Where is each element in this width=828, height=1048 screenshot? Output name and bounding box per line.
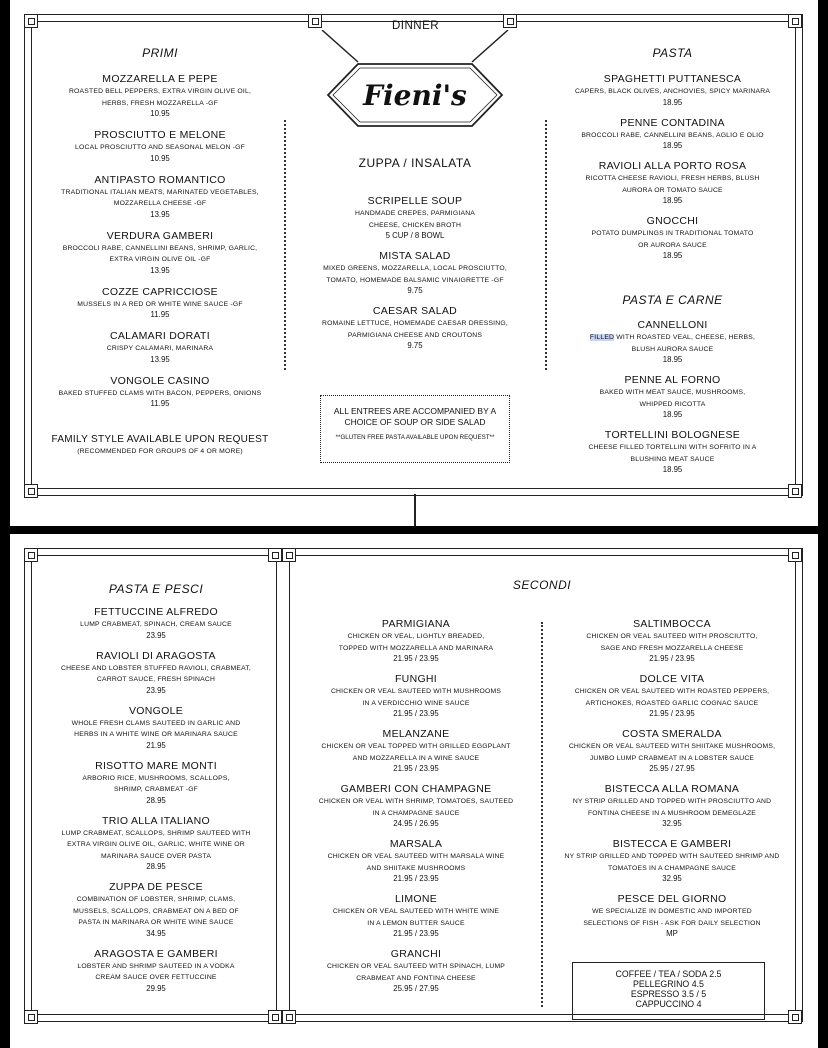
- column-divider: [541, 622, 543, 1007]
- menu-item: [50, 286, 270, 320]
- corner-ornament: [268, 548, 282, 562]
- menu-item: [42, 760, 270, 805]
- item-price: 18.95: [662, 97, 683, 107]
- menu-item: [560, 319, 785, 364]
- description-text: EXTRA VIRGIN OLIVE OIL -GF: [109, 256, 211, 263]
- item-name: GNOCCHI: [646, 215, 699, 227]
- description-text: CHICKEN OR VEAL WITH SHRIMP, TOMATOES, SAUTEED: [318, 798, 514, 805]
- description-text: CHICKEN OR VEAL SAUTEED WITH SHIITAKE MUSHROOMS,: [568, 743, 776, 750]
- description-text: TOMATO, HOMEMADE BALSAMIC VINAIGRETTE -GF: [326, 276, 504, 284]
- pasta-column: [560, 73, 785, 270]
- item-description: [560, 228, 785, 240]
- description-text: CHICKEN OR VEAL SAUTEED WITH MARSALA WINE: [327, 853, 505, 860]
- item-price: 5 CUP / 8 BOWL: [385, 231, 445, 240]
- menu-page-pesci-secondi: [10, 534, 818, 1048]
- item-price: 18.95: [662, 410, 683, 419]
- item-description: [42, 839, 270, 851]
- description-text: BLUSHING MEAT SAUCE: [630, 455, 715, 463]
- menu-item: [552, 838, 792, 883]
- item-description: [560, 442, 785, 454]
- item-description: [560, 173, 785, 185]
- item-name: CAESAR SALAD: [372, 305, 458, 317]
- description-text: POTATO DUMPLINGS IN TRADITIONAL TOMATO: [591, 230, 754, 237]
- description-text: CHICKEN OR VEAL SAUTEED WITH ROASTED PEPPERS,: [574, 688, 770, 695]
- family-style-note: [50, 433, 270, 458]
- description-text: BROCCOLI RABE, CANNELLINI BEANS, AGLIO E OLIO: [581, 131, 764, 139]
- item-description: [310, 263, 520, 275]
- item-name: MOZZARELLA E PEPE: [102, 73, 218, 85]
- description-text: MUSSELS, SCALLOPS, CRABMEAT ON A BED OF: [73, 907, 239, 915]
- description-text: IN A CHAMPAGNE SAUCE: [372, 809, 460, 817]
- description-text: RICOTTA CHEESE RAVIOLI, FRESH HERBS, BLUSH: [585, 175, 760, 182]
- item-description: [42, 663, 270, 675]
- menu-item: [560, 429, 785, 474]
- description-text: AND SHIITAKE MUSHROOMS: [366, 864, 466, 872]
- item-description: [300, 643, 532, 655]
- item-price: 18.95: [662, 196, 683, 205]
- item-price: 10.95: [150, 153, 170, 163]
- item-description: [552, 863, 792, 875]
- corner-ornament: [788, 484, 802, 498]
- description-text: CRISPY CALAMARI, MARINARA: [106, 345, 214, 352]
- beverage-line: CAPPUCCINO 4: [635, 999, 702, 1009]
- item-name: CALAMARI DORATI: [110, 330, 210, 342]
- item-description: [42, 972, 270, 984]
- item-name: PARMIGIANA: [381, 618, 451, 630]
- item-name: DOLCE VITA: [639, 673, 705, 685]
- section-title-primi: PRIMI: [142, 46, 178, 60]
- menu-item: [310, 305, 520, 350]
- item-name: MELANZANE: [382, 728, 450, 740]
- secondi-right-column: [552, 618, 792, 948]
- item-description: [560, 454, 785, 466]
- item-description: [560, 399, 785, 411]
- description-text: HERBS IN A WHITE WINE OR MARINARA SAUCE: [74, 731, 238, 738]
- item-description: [42, 773, 270, 785]
- menu-item: [560, 73, 785, 107]
- item-description: [42, 674, 270, 686]
- item-price: 32.95: [662, 819, 682, 828]
- description-text: IN A VERDICCHIO WINE SAUCE: [362, 699, 470, 707]
- item-description: [50, 254, 270, 266]
- item-price: 21.95 / 23.95: [649, 654, 695, 663]
- item-description: [42, 894, 270, 906]
- item-description: [552, 796, 792, 808]
- item-description: [552, 643, 792, 655]
- item-description: [552, 753, 792, 765]
- item-price: 21.95 / 23.95: [393, 929, 439, 938]
- family-style-title: FAMILY STYLE AVAILABLE UPON REQUEST: [51, 434, 269, 445]
- description-text: SELECTIONS OF FISH - ASK FOR DAILY SELECTION: [583, 919, 761, 927]
- corner-ornament: [503, 14, 517, 28]
- description-text: CHEESE FILLED TORTELLINI WITH SOFRITO IN A: [588, 444, 757, 451]
- item-description: [310, 208, 520, 220]
- item-description: [50, 98, 270, 110]
- menu-item: [300, 783, 532, 828]
- description-text: LOBSTER AND SHRIMP SAUTEED IN A VODKA: [77, 962, 235, 970]
- item-name: FUNGHI: [394, 673, 438, 685]
- menu-page-dinner: [10, 0, 818, 526]
- item-price: 24.95 / 26.95: [393, 819, 439, 828]
- item-description: [42, 718, 270, 730]
- menu-item: [310, 250, 520, 295]
- description-text: COMBINATION OF LOBSTER, SHRIMP, CLAMS,: [76, 896, 236, 903]
- description-text: WE SPECIALIZE IN DOMESTIC AND IMPORTED: [592, 908, 752, 915]
- corner-ornament: [788, 548, 802, 562]
- item-description: [310, 318, 520, 330]
- corner-ornament: [24, 548, 38, 562]
- beverage-line: COFFEE / TEA / SODA 2.5: [615, 969, 722, 979]
- description-text: CREAM SAUCE OVER FETTUCCINE: [95, 974, 217, 981]
- description-text: CHICKEN OR VEAL SAUTEED WITH MUSHROOMS: [330, 688, 502, 695]
- item-description: [42, 828, 270, 840]
- item-description: [560, 332, 785, 344]
- menu-item: [42, 606, 270, 640]
- corner-ornament: [788, 14, 802, 28]
- item-description: [300, 918, 532, 930]
- item-description: [50, 243, 270, 255]
- menu-item: [50, 375, 270, 409]
- pesci-column: [42, 606, 270, 1003]
- description-text: AURORA OR TOMATO SAUCE: [622, 186, 723, 194]
- item-price: 13.95: [150, 209, 170, 219]
- menu-item: [42, 650, 270, 695]
- family-style-detail: (RECOMMENDED FOR GROUPS OF 4 OR MORE): [77, 448, 243, 455]
- menu-item: [552, 728, 792, 773]
- menu-item: [552, 893, 792, 938]
- menu-item: [42, 948, 270, 993]
- item-price: 18.95: [662, 141, 683, 150]
- item-description: [552, 698, 792, 710]
- description-text: CRABMEAT AND FONTINA CHEESE: [356, 974, 476, 982]
- item-description: [50, 187, 270, 199]
- beverage-line: ESPRESSO 3.5 / 5: [630, 989, 707, 999]
- description-text: NY STRIP GRILLED AND TOPPED WITH SAUTEED SHRIMP AND: [564, 853, 780, 860]
- item-description: [50, 388, 270, 400]
- item-name: RAVIOLI ALLA PORTO ROSA: [598, 160, 747, 172]
- description-text: EXTRA VIRGIN OLIVE OIL, GARLIC, WHITE WINE OR: [67, 841, 245, 848]
- column-divider: [284, 120, 286, 370]
- menu-item: [50, 330, 270, 364]
- description-text: LUMP CRABMEAT, SPINACH, CREAM SAUCE: [80, 621, 232, 628]
- item-description: [300, 796, 532, 808]
- item-name: CANNELLONI: [637, 319, 708, 331]
- primi-column: [50, 73, 270, 419]
- description-text: BAKED STUFFED CLAMS WITH BACON, PEPPERS, ONIONS: [58, 389, 262, 397]
- item-name: GRANCHI: [390, 948, 442, 960]
- item-price: 9.75: [407, 286, 423, 295]
- item-description: [310, 275, 520, 287]
- item-price: 29.95: [146, 983, 166, 993]
- description-text: ARBORIO RICE, MUSHROOMS, SCALLOPS,: [82, 774, 230, 782]
- item-name: ANTIPASTO ROMANTICO: [94, 173, 226, 186]
- menu-item: [560, 117, 785, 151]
- description-text: AND MOZZARELLA IN A WINE SAUCE: [352, 754, 480, 762]
- item-description: [42, 729, 270, 741]
- item-description: [310, 220, 520, 232]
- item-description: [300, 631, 532, 643]
- highlighted-text: FILLED: [589, 334, 615, 341]
- item-name: PROSCIUTTO E MELONE: [94, 129, 226, 141]
- item-name: FETTUCCINE ALFREDO: [94, 606, 218, 618]
- item-description: [552, 851, 792, 863]
- description-text: TOMATOES IN A CHAMPAGNE SAUCE: [607, 864, 737, 872]
- item-name: SCRIPELLE SOUP: [367, 195, 463, 207]
- item-description: [560, 130, 785, 142]
- item-description: [50, 299, 270, 311]
- item-name: COZZE CAPRICCIOSE: [102, 285, 218, 298]
- corner-ornament: [268, 1010, 282, 1024]
- item-description: [560, 185, 785, 197]
- description-text: CHICKEN OR VEAL TOPPED WITH GRILLED EGGPLANT: [321, 743, 511, 750]
- item-name: VONGOLE: [128, 704, 184, 717]
- description-text: PASTA IN MARINARA OR WHITE WINE SAUCE: [78, 919, 234, 926]
- menu-item: [560, 374, 785, 419]
- item-description: [560, 240, 785, 252]
- menu-heading: DINNER: [392, 20, 440, 32]
- menu-item: [42, 815, 270, 872]
- corner-ornament: [788, 1010, 802, 1024]
- item-description: [552, 741, 792, 753]
- beverage-box: [572, 962, 765, 1020]
- item-description: [310, 330, 520, 342]
- menu-item: [300, 948, 532, 993]
- entree-note-box: [320, 395, 510, 463]
- section-title-secondi: SECONDI: [512, 578, 572, 592]
- item-price: 23.95: [146, 685, 166, 695]
- item-price: 25.95 / 27.95: [649, 764, 695, 773]
- corner-ornament: [24, 484, 38, 498]
- item-price: 28.95: [146, 862, 166, 871]
- section-title-pasta: PASTA: [652, 46, 693, 60]
- item-price: 18.95: [662, 355, 683, 364]
- corner-ornament: [24, 14, 38, 28]
- item-name: TRIO ALLA ITALIANO: [102, 814, 210, 827]
- menu-item: [310, 195, 520, 240]
- item-name: GAMBERI CON CHAMPAGNE: [340, 783, 492, 795]
- logo-text: Fieni's: [363, 78, 467, 112]
- item-price: 34.95: [146, 928, 166, 938]
- description-text: LOCAL PROSCIUTTO AND SEASONAL MELON -GF: [75, 144, 245, 151]
- menu-item: [560, 160, 785, 205]
- item-description: [300, 961, 532, 973]
- item-description: [560, 387, 785, 399]
- menu-item: [42, 881, 270, 938]
- menu-item: [50, 73, 270, 118]
- item-name: MARSALA: [389, 838, 443, 850]
- item-price: MP: [666, 929, 678, 938]
- section-title-pesci: PASTA E PESCI: [108, 582, 204, 596]
- item-description: [300, 686, 532, 698]
- description-text: PARMIGIANA CHEESE AND CROUTONS: [347, 331, 483, 339]
- item-price: 18.95: [662, 251, 683, 260]
- description-text: MIXED GREENS, MOZZARELLA, LOCAL PROSCIUTTO,: [323, 265, 507, 272]
- item-name: PENNE CONTADINA: [620, 116, 725, 129]
- description-text: LUMP CRABMEAT, SCALLOPS, SHRIMP SAUTEED WITH: [61, 829, 251, 837]
- item-name: SALTIMBOCCA: [633, 618, 711, 630]
- item-price: 21.95: [146, 740, 166, 750]
- item-price: 21.95 / 23.95: [649, 709, 695, 718]
- item-description: [552, 631, 792, 643]
- item-description: [42, 917, 270, 929]
- section-title-pasta-carne: PASTA E CARNE: [622, 293, 723, 307]
- item-description: [50, 343, 270, 355]
- corner-ornament: [308, 14, 322, 28]
- description-text: BROCCOLI RABE, CANNELLINI BEANS, SHRIMP, GARLIC,: [62, 244, 258, 252]
- description-text: CHICKEN OR VEAL SAUTEED WITH SPINACH, LUMP: [326, 963, 506, 970]
- item-description: [552, 808, 792, 820]
- beverage-line: PELLEGRINO 4.5: [633, 979, 704, 989]
- item-description: [50, 86, 270, 98]
- secondi-left-column: [300, 618, 532, 1003]
- menu-item: [300, 673, 532, 718]
- description-text: WITH ROASTED VEAL, CHEESE, HERBS,: [614, 334, 756, 341]
- description-text: HANDMADE CREPES, PARMIGIANA: [354, 210, 476, 217]
- item-description: [560, 344, 785, 356]
- menu-item: [552, 783, 792, 828]
- item-price: 21.95 / 23.95: [393, 764, 439, 773]
- entree-note-line: CHOICE OF SOUP OR SIDE SALAD: [344, 417, 486, 427]
- item-description: [552, 918, 792, 930]
- item-price: 10.95: [150, 109, 170, 118]
- item-name: COSTA SMERALDA: [622, 728, 722, 740]
- description-text: JUMBO LUMP CRABMEAT IN A LOBSTER SAUCE: [589, 754, 755, 762]
- corner-ornament: [282, 548, 296, 562]
- menu-item: [42, 705, 270, 750]
- item-description: [42, 961, 270, 973]
- description-text: TRADITIONAL ITALIAN MEATS, MARINATED VEGETABLES,: [61, 188, 259, 196]
- description-text: CHEESE, CHICKEN BROTH: [368, 221, 462, 229]
- item-name: RAVIOLI DI ARAGOSTA: [96, 649, 216, 662]
- description-text: NY STRIP GRILLED AND TOPPED WITH PROSCIUTTO AND: [572, 798, 772, 805]
- item-name: VERDURA GAMBERI: [106, 229, 214, 242]
- item-description: [42, 851, 270, 863]
- gluten-free-note: **GLUTEN FREE PASTA AVAILABLE UPON REQUEST**: [335, 434, 495, 441]
- item-price: 21.95 / 23.95: [393, 709, 439, 718]
- description-text: TOPPED WITH MOZZARELLA AND MARINARA: [338, 644, 494, 652]
- description-text: HERBS, FRESH MOZZARELLA -GF: [101, 99, 219, 107]
- item-description: [552, 906, 792, 918]
- menu-item: [50, 174, 270, 219]
- description-text: CARROT SAUCE, FRESH SPINACH: [96, 676, 216, 683]
- item-name: MISTA SALAD: [379, 250, 451, 262]
- menu-item: [552, 673, 792, 718]
- item-description: [42, 784, 270, 796]
- description-text: CHICKEN OR VEAL SAUTEED WITH PROSCIUTTO,: [586, 633, 758, 640]
- description-text: IN A LEMON BUTTER SAUCE: [367, 919, 465, 927]
- description-text: SAGE AND FRESH MOZZARELLA CHEESE: [600, 644, 744, 652]
- item-name: PESCE DEL GIORNO: [617, 893, 727, 905]
- item-description: [300, 851, 532, 863]
- menu-item: [300, 728, 532, 773]
- menu-item: [300, 893, 532, 938]
- item-price: 9.75: [407, 341, 423, 350]
- description-text: WHOLE FRESH CLAMS SAUTEED IN GARLIC AND: [71, 719, 241, 727]
- description-text: CHEESE AND LOBSTER STUFFED RAVIOLI, CRABMEAT,: [60, 664, 252, 672]
- menu-item: [300, 618, 532, 663]
- item-description: [300, 753, 532, 765]
- item-price: 32.95: [662, 874, 682, 883]
- menu-item: [560, 215, 785, 260]
- item-name: BISTECCA ALLA ROMANA: [604, 783, 740, 795]
- item-name: ARAGOSTA E GAMBERI: [94, 947, 218, 960]
- item-description: [300, 698, 532, 710]
- description-text: MUSSELS IN A RED OR WHITE WINE SAUCE -GF: [77, 300, 243, 308]
- menu-item: [50, 230, 270, 275]
- description-text: CHICKEN OR VEAL SAUTEED WITH WHITE WINE: [332, 908, 500, 915]
- menu-item: [300, 838, 532, 883]
- item-price: 21.95 / 23.95: [393, 874, 439, 883]
- item-description: [42, 619, 270, 631]
- column-divider: [545, 120, 547, 370]
- item-description: [42, 906, 270, 918]
- description-text: ROMAINE LETTUCE, HOMEMADE CAESAR DRESSING,: [322, 320, 508, 327]
- item-name: TORTELLINI BOLOGNESE: [604, 429, 741, 441]
- item-name: PENNE AL FORNO: [624, 374, 721, 386]
- item-name: BISTECCA E GAMBERI: [612, 838, 732, 850]
- corner-ornament: [24, 1010, 38, 1024]
- item-description: [50, 198, 270, 210]
- entree-note-line: ALL ENTREES ARE ACCOMPANIED BY A: [333, 406, 497, 416]
- item-description: [552, 686, 792, 698]
- description-text: MOZZARELLA CHEESE -GF: [113, 200, 207, 207]
- item-description: [300, 973, 532, 985]
- item-price: 21.95 / 23.95: [393, 654, 439, 663]
- description-text: FONTINA CHEESE IN A MUSHROOM DEMEGLAZE: [587, 809, 757, 817]
- menu-item: [552, 618, 792, 663]
- description-text: MARINARA SAUCE OVER PASTA: [100, 852, 212, 860]
- description-text: CHICKEN OR VEAL, LIGHTLY BREADED,: [347, 633, 485, 640]
- item-price: 23.95: [146, 630, 166, 640]
- description-text: CAPERS, BLACK OLIVES, ANCHOVIES, SPICY MARINARA: [574, 88, 771, 95]
- description-text: ROASTED BELL PEPPERS, EXTRA VIRGIN OLIVE OIL,: [68, 88, 252, 95]
- item-description: [300, 863, 532, 875]
- description-text: BLUSH AURORA SAUCE: [631, 345, 714, 353]
- corner-ornament: [282, 1010, 296, 1024]
- item-name: SPAGHETTI PUTTANESCA: [603, 73, 742, 85]
- menu-item: [50, 129, 270, 163]
- item-description: [300, 906, 532, 918]
- pasta-carne-column: [560, 319, 785, 484]
- description-text: SHRIMP, CRABMEAT -GF: [113, 786, 199, 793]
- item-price: 13.95: [150, 354, 170, 364]
- item-price: 11.95: [150, 399, 170, 408]
- item-description: [50, 142, 270, 154]
- item-name: RISOTTO MARE MONTI: [95, 759, 217, 772]
- description-text: BAKED WITH MEAT SAUCE, MUSHROOMS,: [599, 389, 746, 396]
- item-price: 13.95: [150, 265, 170, 275]
- item-description: [300, 741, 532, 753]
- description-text: WHIPPED RICOTTA: [639, 400, 706, 408]
- item-name: VONGOLE CASINO: [110, 374, 210, 387]
- item-name: ZUPPA DE PESCE: [109, 881, 203, 893]
- zuppa-column: [310, 195, 520, 360]
- item-description: [560, 86, 785, 98]
- item-price: 25.95 / 27.95: [393, 984, 439, 993]
- page-connector: [414, 494, 416, 526]
- section-title-zuppa: ZUPPA / INSALATA: [358, 156, 472, 170]
- item-price: 28.95: [146, 795, 166, 805]
- item-name: LIMONE: [394, 893, 438, 905]
- description-text: ARTICHOKES, ROASTED GARLIC COGNAC SAUCE: [585, 699, 759, 707]
- item-description: [300, 808, 532, 820]
- description-text: OR AURORA SAUCE: [638, 241, 707, 249]
- item-price: 11.95: [150, 310, 170, 319]
- item-price: 18.95: [662, 465, 683, 474]
